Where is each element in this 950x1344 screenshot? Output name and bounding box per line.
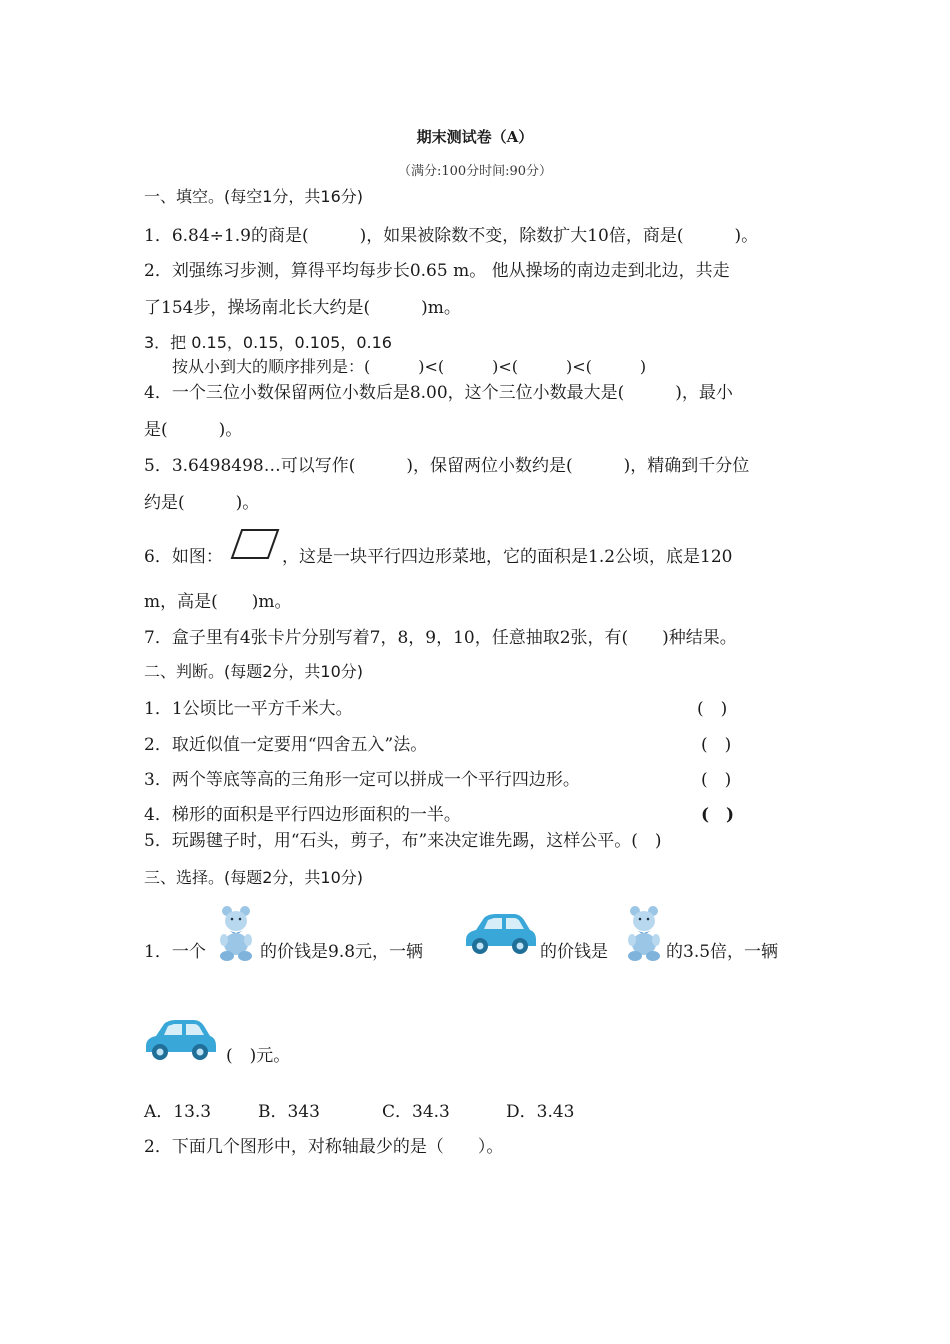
fill-question-3-line2: 按从小到大的顺序排列是：( )<( )<( )<( ): [172, 357, 647, 376]
fill-question-6-prefix: 6．如图：: [144, 547, 223, 567]
section2-heading: 二、判断。(每题2分，共10分): [144, 662, 364, 681]
option-c: C．34.3: [382, 1102, 450, 1122]
choice-question-1-part4: 的3.5倍，一辆: [666, 942, 779, 962]
judge-bracket-3: ( ): [701, 770, 732, 790]
fill-question-4-line2: 是( )。: [144, 420, 243, 440]
fill-question-7: 7．盒子里有4张卡片分别写着7，8，9，10，任意抽取2张，有( )种结果。: [144, 628, 737, 648]
section1-heading: 一、填空。(每空1分，共16分): [144, 187, 364, 206]
page-title: 期末测试卷（A）: [416, 128, 534, 146]
fill-question-6-line1: ，这是一块平行四边形菜地，它的面积是1.2公顷，底是120: [282, 547, 733, 567]
option-b: B．343: [258, 1102, 320, 1122]
option-d: D．3.43: [506, 1102, 575, 1122]
car-icon-2: [142, 1016, 218, 1062]
choice-question-1-part1: 1．一个: [144, 942, 206, 962]
judge-bracket-4: ( ): [701, 805, 735, 825]
judge-item-1: 1．1公顷比一平方千米大。: [144, 699, 353, 719]
fill-question-1: 1．6.84÷1.9的商是( )，如果被除数不变，除数扩大10倍，商是( )。: [144, 226, 759, 246]
choice-question-1-part2: 的价钱是9.8元，一辆: [260, 942, 424, 962]
fill-question-2-line2: 了154步，操场南北长大约是( )m。: [144, 298, 461, 318]
judge-bracket-2: ( ): [701, 735, 732, 755]
option-a: A．13.3: [144, 1102, 212, 1122]
judge-item-2: 2．取近似值一定要用“四舍五入”法。: [144, 735, 428, 755]
teddy-bear-icon: [216, 904, 256, 962]
fill-question-3-line1: 3．把 0.15，0.15，0.105，0.16: [144, 333, 392, 352]
judge-bracket-1: ( ): [697, 699, 728, 719]
choice-question-2: 2．下面几个图形中，对称轴最少的是（ ）。: [144, 1137, 504, 1157]
fill-question-6-line2: m，高是( )m。: [144, 592, 292, 612]
judge-item-3: 3．两个等底等高的三角形一定可以拼成一个平行四边形。: [144, 770, 580, 790]
car-icon: [462, 910, 538, 956]
judge-item-5: 5．玩踢毽子时，用“石头，剪子，布”来决定谁先踢，这样公平。( ): [144, 831, 662, 851]
fill-question-2-line1: 2．刘强练习步测，算得平均每步长0.65 m。 他从操场的南边走到北边，共走: [144, 261, 730, 281]
judge-item-4: 4．梯形的面积是平行四边形面积的一半。: [144, 805, 461, 825]
parallelogram-icon: [230, 528, 280, 562]
choice-question-1-part3: 的价钱是: [540, 942, 608, 962]
teddy-bear-icon-2: [624, 904, 664, 962]
fill-question-5-line1: 5．3.6498498…可以写作( )，保留两位小数约是( )，精确到千分位: [144, 456, 750, 476]
fill-question-4-line1: 4．一个三位小数保留两位小数后是8.00，这个三位小数最大是( )，最小: [144, 383, 733, 403]
page-subtitle: （满分:100分时间:90分）: [397, 164, 553, 179]
choice-question-1-end: ( )元。: [226, 1046, 291, 1066]
fill-question-5-line2: 约是( )。: [144, 493, 260, 513]
section3-heading: 三、选择。(每题2分，共10分): [144, 868, 364, 887]
